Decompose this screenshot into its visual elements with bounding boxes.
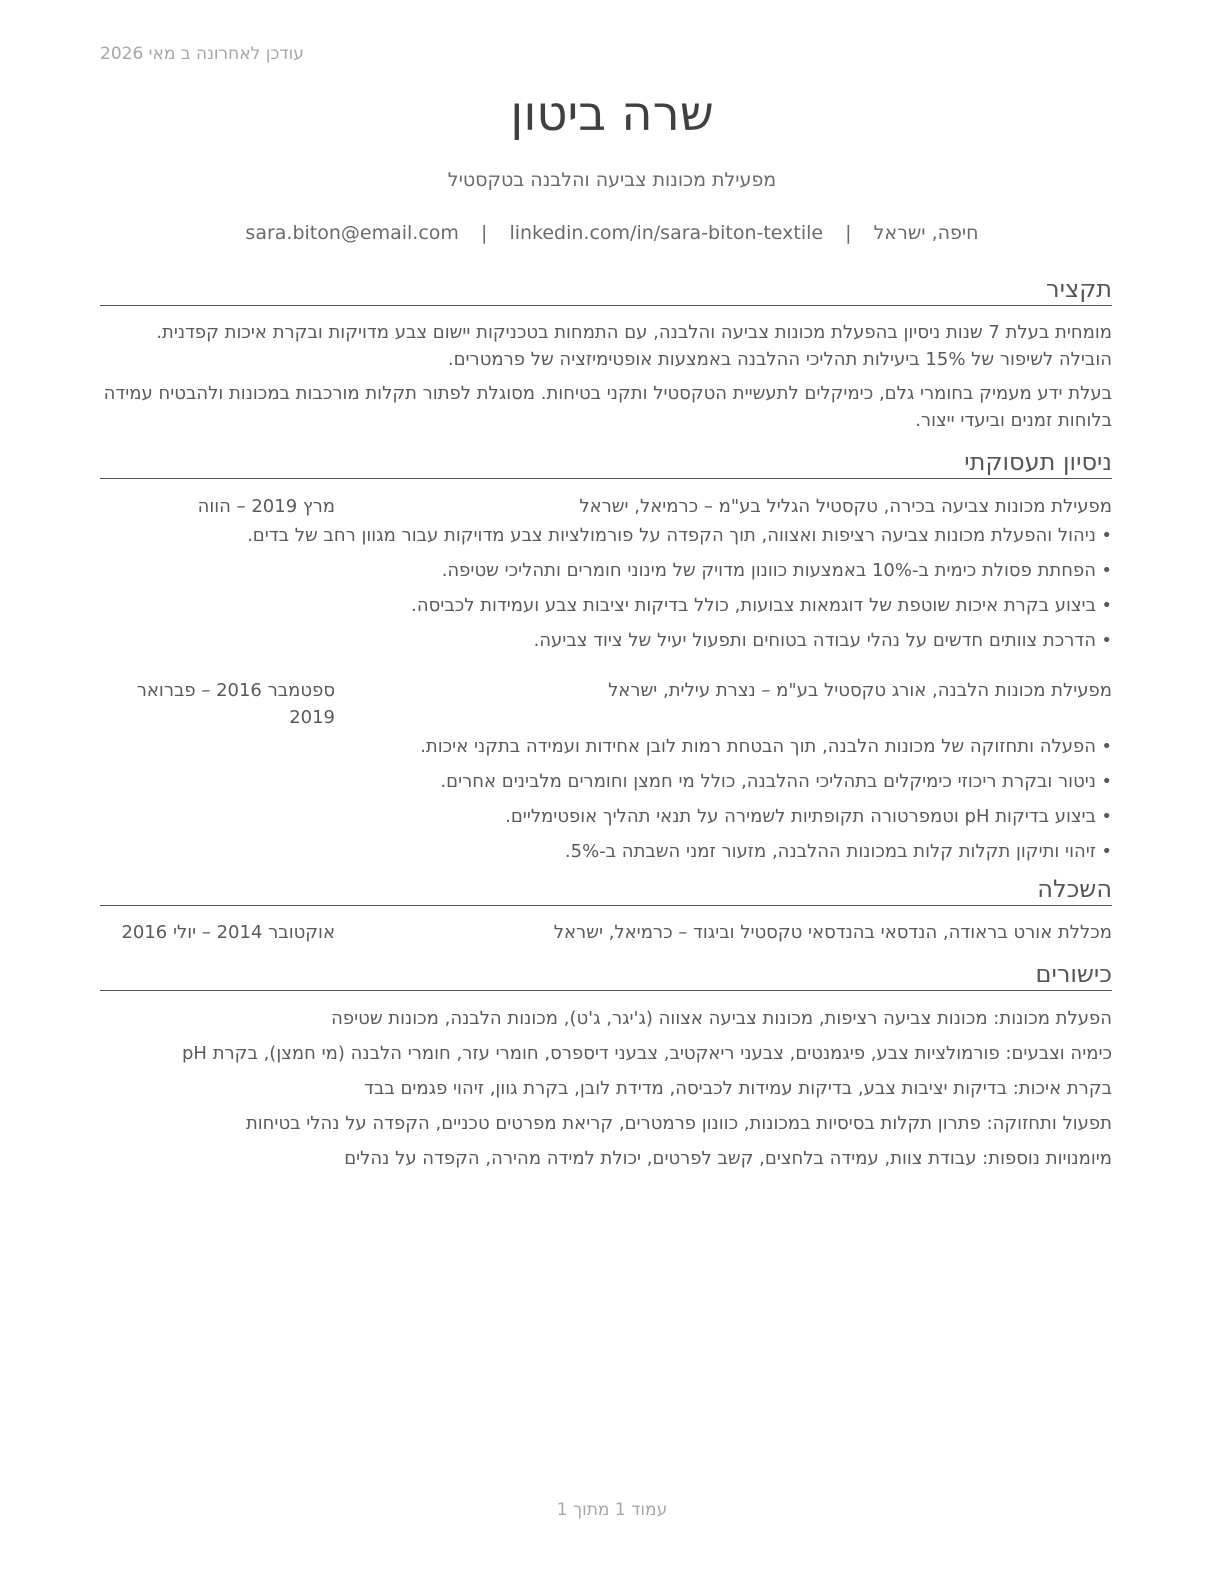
job-entry	[100, 493, 1112, 654]
job-bullet: • הדרכת צוותים חדשים על נהלי עבודה בטוחים ותפעול יעיל של ציוד צביעה.	[100, 627, 1112, 654]
summary-section	[100, 273, 1112, 434]
education-dates: אוקטובר 2014 – יולי 2016	[121, 922, 335, 943]
experience-section	[100, 446, 1112, 865]
resume-body	[100, 273, 1112, 1180]
job-bullet: • הפעלה ותחזוקה של מכונות הלבנה, תוך הבטחת רמות לובן אחידות ועמידה בתקני איכות.	[100, 733, 1112, 760]
skill-line: מיומנויות נוספות: עבודת צוות, עמידה בלחצים, קשב לפרטים, יכולת למידה מהירה, הקפדה על נהלים	[344, 1148, 1112, 1169]
skill-line: בקרת איכות: בדיקות יציבות צבע, בדיקות עמידות לכביסה, מדידת לובן, בקרת גוון, זיהוי פגמים בבד	[364, 1078, 1112, 1099]
job-dates: ספטמבר 2016 – פברואר 2019	[136, 680, 335, 728]
experience-header: ניסיון תעסוקתי	[100, 446, 1112, 479]
job-bullet: • ביצוע בדיקות pH וטמפרטורה תקופתיות לשמירה על תנאי תהליך אופטימליים.	[100, 803, 1112, 830]
summary-header: תקציר	[100, 273, 1112, 306]
contact-email[interactable]: sara.biton@email.com	[245, 222, 459, 244]
job-heading-row	[100, 677, 1112, 731]
job-bullet: • זיהוי ותיקון תקלות קלות במכונות ההלבנה, מזעור זמני השבתה ב-5%.	[100, 838, 1112, 865]
job-bullet: • ביצוע בקרת איכות שוטפת של דוגמאות צבועות, כולל בדיקות יציבות צבע ועמידות לכביסה.	[100, 592, 1112, 619]
education-entry	[100, 919, 1112, 946]
skill-line: תפעול ותחזוקה: פתרון תקלות בסיסיות במכונות, כוונון פרמטרים, קריאת מפרטים טכניים, הקפדה על נהלי בטיחות	[245, 1113, 1112, 1134]
contact-linkedin[interactable]: linkedin.com/in/sara-biton-textile	[509, 222, 824, 244]
summary-paragraph: מומחית בעלת 7 שנות ניסיון בהפעלת מכונות צביעה והלבנה, עם התמחות בטכניקות יישום צבע מדויקות ובקרת איכות קפדנית. הובילה לשיפור של 15% ביעילות תהליכי ההלבנה באמצעות אופטימיזציה של פרמטרים.	[156, 322, 1112, 370]
education-heading: מכללת אורט בראודה, הנדסאי בהנדסאי טקסטיל וביגוד – כרמיאל, ישראל	[553, 922, 1112, 943]
job-title: מפעילת מכונות צביעה והלבנה בטקסטיל	[447, 169, 777, 191]
skill-line: הפעלת מכונות: מכונות צביעה רציפות, מכונות צביעה אצווה (ג'יגר, ג'ט), מכונות הלבנה, מכונות שטיפה	[331, 1008, 1112, 1029]
last-updated-note: עודכן לאחרונה ב מאי 2026	[100, 44, 304, 64]
job-bullets	[100, 522, 1112, 654]
candidate-name: שרה ביטון	[510, 86, 714, 142]
page-number: עמוד 1 מתוך 1	[556, 1500, 668, 1520]
contact-separator: |	[845, 222, 852, 244]
contact-line	[0, 222, 1224, 244]
job-heading: מפעילת מכונות צביעה בכירה, טקסטיל הגליל בע"מ – כרמיאל, ישראל	[579, 496, 1112, 517]
education-header: השכלה	[100, 873, 1112, 906]
job-heading-row	[100, 493, 1112, 520]
job-bullet: • ניהול והפעלת מכונות צביעה רציפות ואצווה, תוך הקפדה על פורמולציות צבע מדויקות עבור מגוון רחב של בדים.	[100, 522, 1112, 549]
job-heading: מפעילת מכונות הלבנה, אורג טקסטיל בע"מ – נצרת עילית, ישראל	[608, 680, 1112, 701]
skill-line: כימיה וצבעים: פורמולציות צבע, פיגמנטים, צבעני ריאקטיב, צבעני דיספרס, חומרי עזר, חומרי הלבנה (מי חמצן), בקרת pH	[182, 1043, 1112, 1064]
education-section	[100, 873, 1112, 946]
skills-section	[100, 958, 1112, 1172]
skills-header: כישורים	[100, 958, 1112, 991]
summary-paragraph: בעלת ידע מעמיק בחומרי גלם, כימיקלים לתעשיית הטקסטיל ותקני בטיחות. מסוגלת לפתור תקלות מורכבות במכונות ולהבטיח עמידה בלוחות זמנים וביעדי ייצור.	[103, 383, 1112, 431]
contact-location: חיפה, ישראל	[873, 222, 979, 244]
contact-separator: |	[480, 222, 488, 244]
job-bullets	[100, 733, 1112, 865]
job-entry	[100, 677, 1112, 865]
job-dates: מרץ 2019 – הווה	[197, 496, 335, 517]
job-bullet: • הפחתת פסולת כימית ב-10% באמצעות כוונון מדויק של מינוני חומרים ותהליכי שטיפה.	[100, 557, 1112, 584]
job-bullet: • ניטור ובקרת ריכוזי כימיקלים בתהליכי ההלבנה, כולל מי חמצן וחומרים מלבינים אחרים.	[100, 768, 1112, 795]
